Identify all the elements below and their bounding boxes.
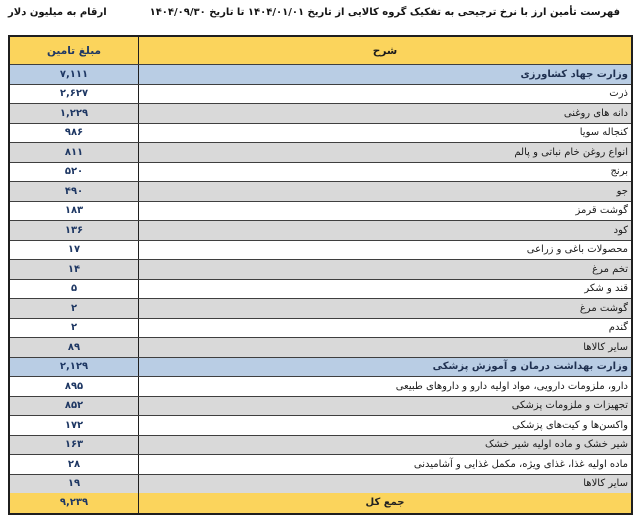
row-amount: ۸۹ [67,341,81,353]
row-description: گندم [138,319,631,338]
row-amount: ۲ [70,322,78,334]
table-row [10,298,631,318]
table-row [10,396,631,416]
table-row [10,201,631,221]
row-description: سایر کالاها [138,475,631,494]
row-description: گوشت قرمز [138,202,631,221]
table-row [10,181,631,201]
row-description: گوشت مرغ [138,299,631,318]
row-description: دارو، ملزومات دارویی، مواد اولیه دارو و داروهای طبیعی [138,377,631,396]
row-description: واکسن‌ها و کیت‌های پزشکی [138,416,631,435]
row-description: وزارت جهاد کشاورزی [138,65,631,84]
row-description: قند و شکر [138,280,631,299]
column-header-description: شرح [138,37,631,64]
total-amount: ۹,۲۳۹ [59,497,89,509]
table-row [10,357,631,377]
row-description: جو [138,182,631,201]
row-description: تجهیزات و ملزومات پزشکی [138,397,631,416]
column-header-amount: مبلغ تامین [46,44,102,57]
table-row [10,337,631,357]
row-description: تخم مرغ [138,260,631,279]
table-row [10,435,631,455]
row-description: ذرت [138,85,631,104]
row-amount: ۱۸۳ [64,205,84,217]
row-amount: ۱,۲۲۹ [59,107,89,119]
row-description: وزارت بهداشت درمان و آموزش پزشکی [138,358,631,377]
table-row [10,220,631,240]
row-amount: ۱۷ [67,244,81,256]
row-amount: ۷,۱۱۱ [59,68,89,80]
table-row [10,240,631,260]
row-amount: ۴۹۰ [64,185,84,197]
row-description: ماده اولیه غذا، غذای ویژه، مکمل غذایی و آشامیدنی [138,455,631,474]
row-amount: ۵ [70,283,78,295]
table-total-row [10,493,631,513]
row-amount: ۲,۶۲۷ [59,88,89,100]
row-amount: ۸۵۲ [64,400,84,412]
currency-allocation-table [8,35,633,515]
table-row [10,162,631,182]
row-description: محصولات باغی و زراعی [138,241,631,260]
table-row [10,279,631,299]
row-description: دانه های روغنی [138,104,631,123]
row-description: شیر خشک و ماده اولیه شیر خشک [138,436,631,455]
total-label: جمع کل [138,493,631,513]
row-amount: ۱۴ [67,263,81,275]
table-row [10,474,631,494]
row-amount: ۲,۱۲۹ [59,361,89,373]
table-row [10,103,631,123]
row-amount: ۲ [70,302,78,314]
row-amount: ۸۱۱ [64,146,84,158]
row-amount: ۱۷۲ [64,419,84,431]
table-row [10,415,631,435]
table-row [10,84,631,104]
table-row [10,454,631,474]
unit-note: ارقام به میلیون دلار [8,7,107,18]
row-amount: ۵۲۰ [64,166,84,178]
row-description: کنجاله سویا [138,124,631,143]
table-row [10,318,631,338]
row-amount: ۲۸ [67,458,81,470]
table-row [10,142,631,162]
table-row [10,64,631,84]
row-description: انواع روغن خام نباتی و پالم [138,143,631,162]
row-amount: ۱۶۳ [64,439,84,451]
table-row [10,123,631,143]
row-description: سایر کالاها [138,338,631,357]
row-amount: ۱۹ [67,478,81,490]
table-header-row [10,37,631,64]
row-amount: ۱۳۶ [64,224,84,236]
row-description: کود [138,221,631,240]
table-row [10,259,631,279]
page-title: فهرست تأمین ارز با نرخ ترجیحی به تفکیک گروه کالایی از تاریخ ۱۴۰۴/۰۱/۰۱ تا تاریخ ۱۴۰۴/۰۹/۳۰ [149,7,620,18]
row-amount: ۹۸۶ [64,127,84,139]
row-amount: ۸۹۵ [64,380,84,392]
table-body [10,64,631,493]
row-description: برنج [138,163,631,182]
table-row [10,376,631,396]
